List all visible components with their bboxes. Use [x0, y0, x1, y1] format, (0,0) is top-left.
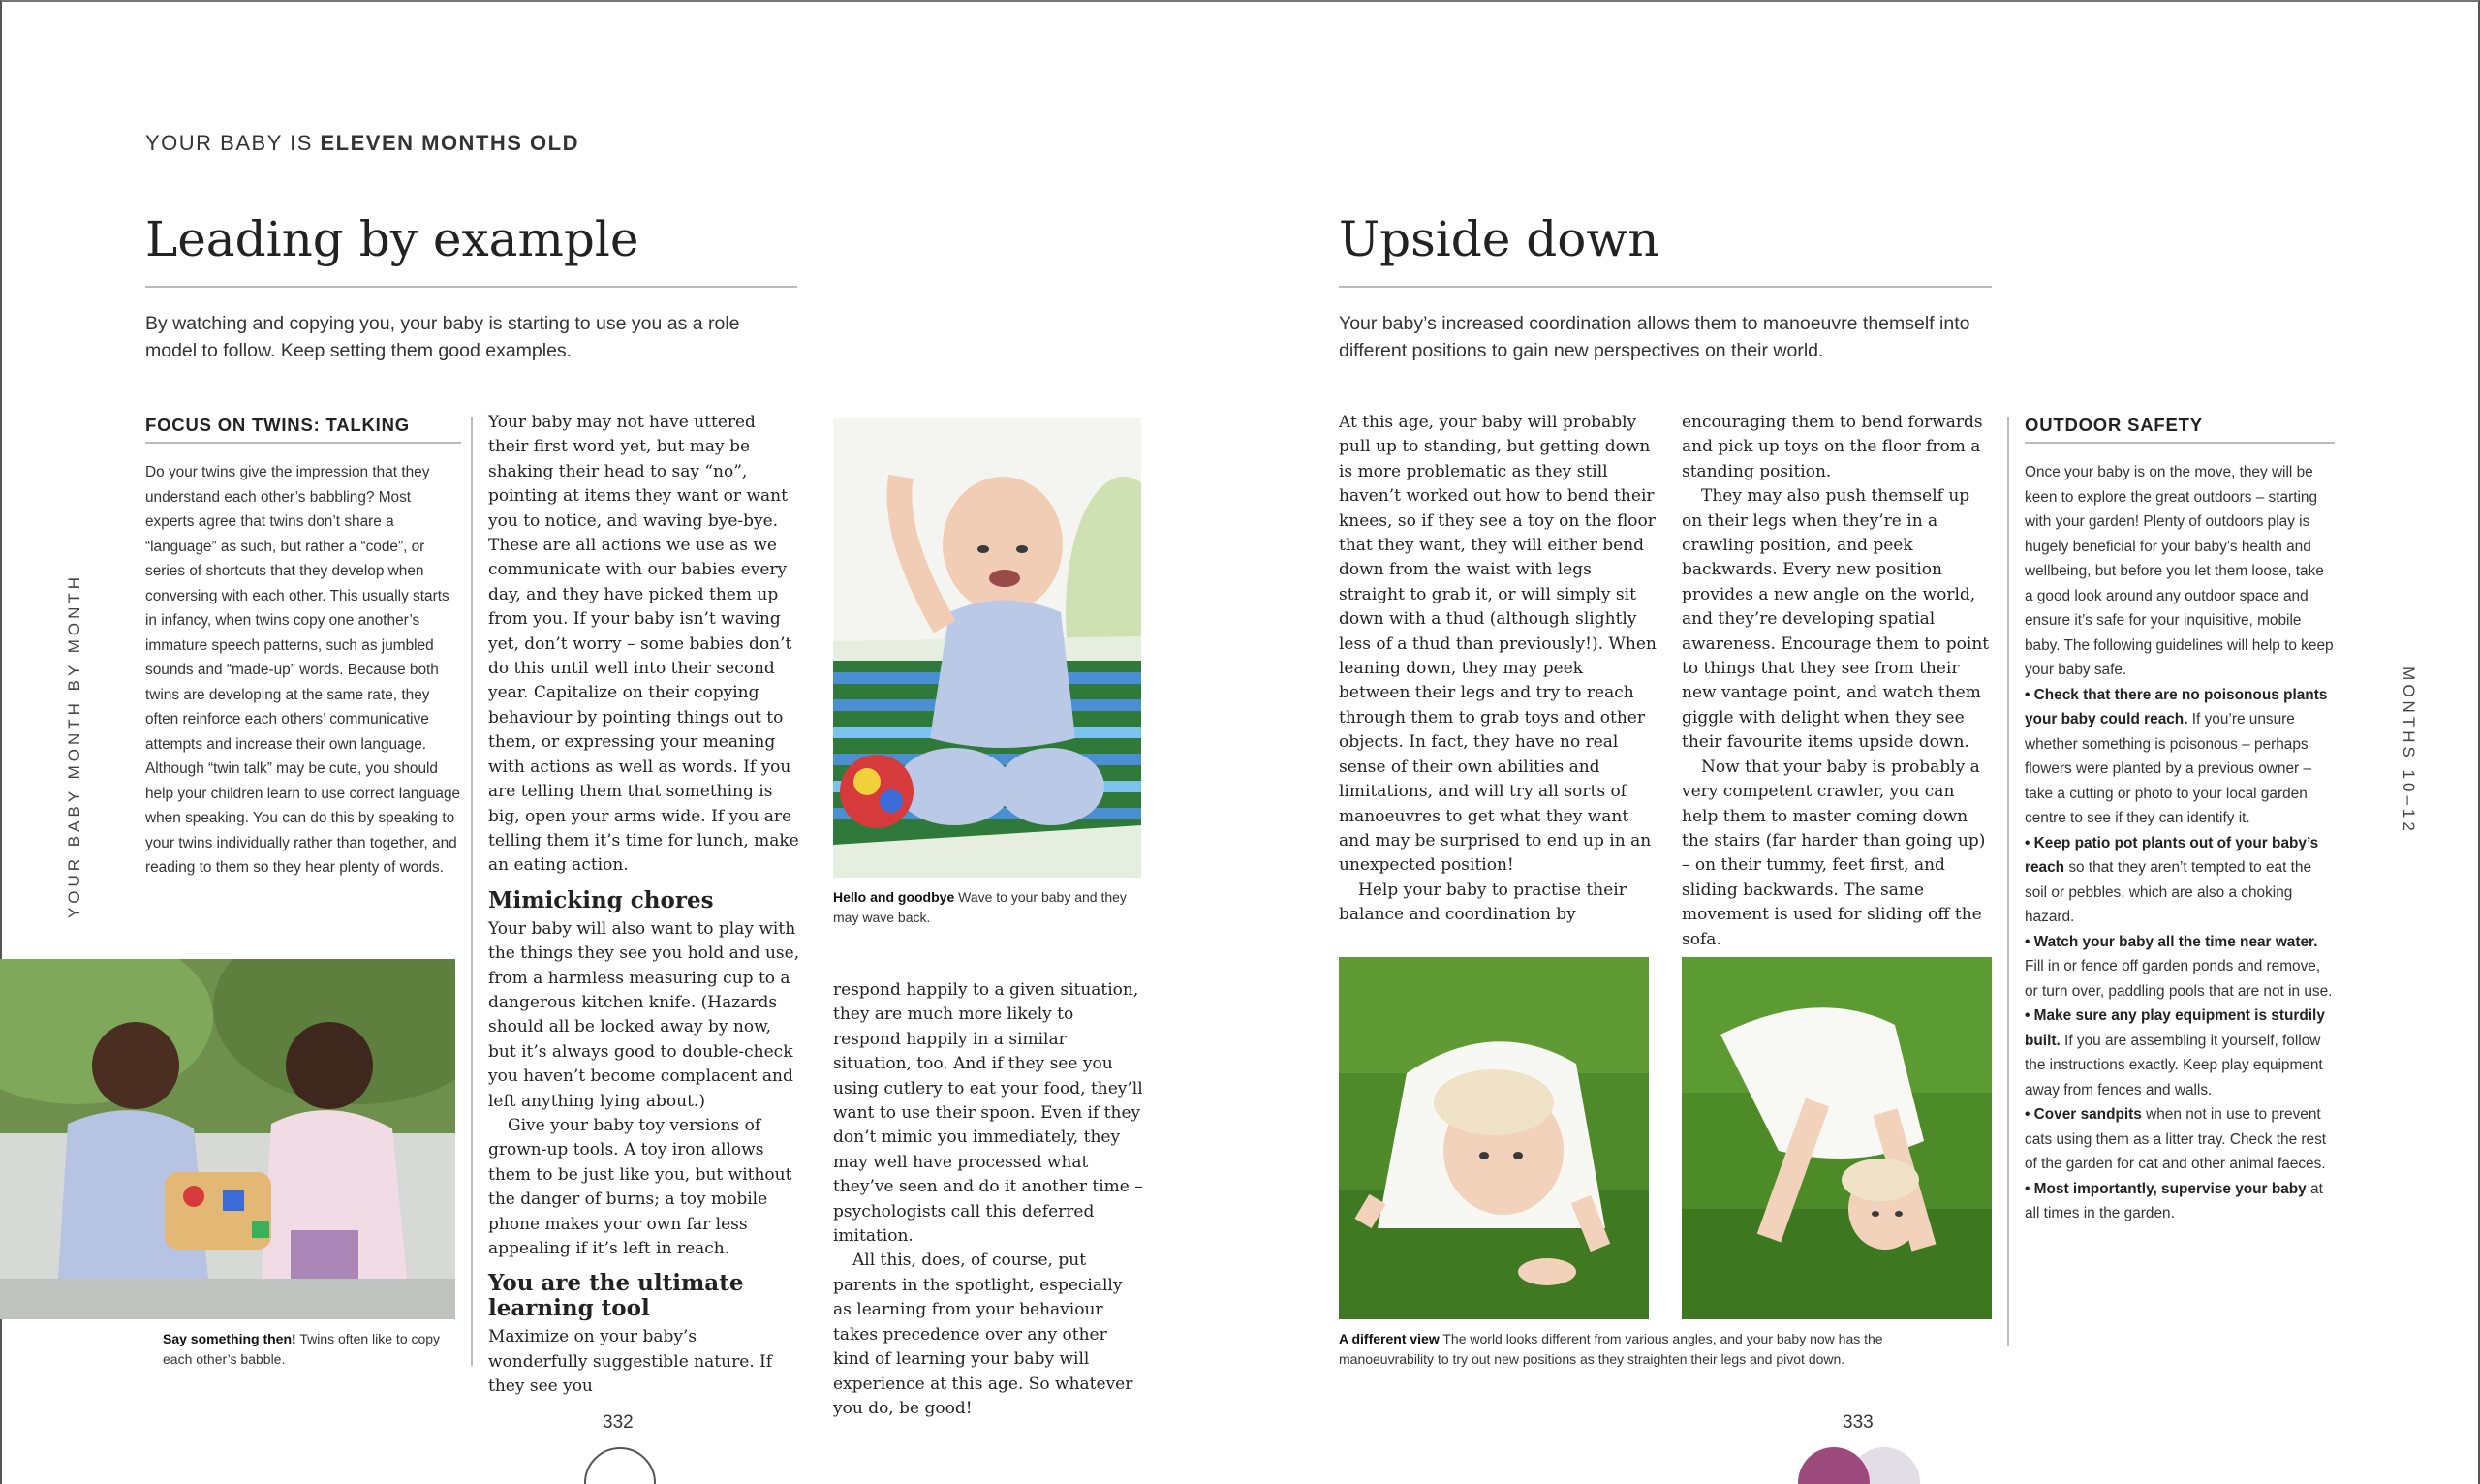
photo-twins — [0, 959, 455, 1319]
caption-waving-bold: Hello and goodbye — [833, 889, 955, 905]
body-column-right-2 — [1682, 411, 1992, 952]
list-item-text: Fill in or fence off garden ponds and remove, or turn over, paddling pools that are not in use. — [2025, 958, 2333, 1000]
list-item — [2025, 1177, 2335, 1226]
photo-baby-waving — [833, 418, 1141, 878]
paragraph: They may also push themself up on their legs when they’re in a crawling position, and peek backwards. Every new position provides a new angle on the world, and they’re developing spatial awareness. Encourage them to point to things that they see from their new vantage point, and watch them giggle with delight when they see their favourite items upside down. — [1682, 486, 1990, 753]
running-head-bold: ELEVEN MONTHS OLD — [320, 131, 579, 155]
paragraph: At this age, your baby will probably pull up to standing, but getting down is more problematic as they still haven’t worked out how to bend their knees, so if they see a toy on the floor that they want, they will either bend down from the waist with legs straight to grab it, or will simply sit down with a thud (although slightly less of a thud than previously!). When leaning down, they may peek between their legs and try to reach through them to grab toys and other objects. In fact, they have no real sense of their own abilities and limitations, and will try all sorts of manoeuvres to get what they want and may be surprised to end up in an unexpected position! — [1339, 413, 1657, 876]
caption-waving-text: Wave to your baby and they may wave back. — [833, 889, 1127, 925]
page-number-left: 332 — [603, 1412, 634, 1433]
list-item-text: so that they aren’t tempted to eat the soil or pebbles, which are also a choking hazard. — [2025, 859, 2312, 925]
side-tab-left: YOUR BABY MONTH BY MONTH — [65, 572, 83, 919]
list-item — [2025, 1102, 2335, 1177]
paragraph: All this, does, of course, put parents in the spotlight, especially as learning from your behaviour takes precedence over any other kind of learning your baby will experience at this age. So whatever you do, be good! — [833, 1251, 1133, 1418]
caption-different-view-text: The world looks different from various angles, and your baby now has the manoeuvrability to try out new positions as they straighten their legs and pivot down. — [1339, 1331, 1883, 1367]
list-item-bold: • Watch your baby all the time near water. — [2025, 933, 2318, 950]
page-number-right: 333 — [1843, 1412, 1874, 1433]
caption-twins — [163, 1329, 453, 1370]
list-item-text: when not in use to prevent cats using them as a litter tray. Check the rest of the garden for cat and other animal faeces. — [2025, 1106, 2327, 1172]
subhead-learning-tool: You are the ultimate learning tool — [488, 1270, 744, 1322]
running-head-prefix: YOUR BABY IS — [145, 131, 321, 155]
list-item-text: If you are assembling it yourself, follow the instructions exactly. Keep play equipment away from fences and walls. — [2025, 1032, 2323, 1098]
list-item-text: If you’re unsure whether something is poisonous – perhaps flowers were planted by a previous owner – take a cutting or photo to your local garden centre to see if they can identify it. — [2025, 711, 2311, 826]
caption-waving — [833, 887, 1143, 928]
caption-twins-text: Twins often like to copy each other’s babble. — [163, 1331, 441, 1367]
paragraph: respond happily to a given situation, they are much more likely to respond happily in a similar situation, too. And if they see you using cutlery to eat your food, they’ll want to use their spoon. Even if they don’t mimic you immediately, they may well have processed what they’ve seen and do it another time – psychologists call this deferred imitation. — [833, 980, 1143, 1247]
paragraph: Your baby may not have uttered their first word yet, but may be shaking their head to say “no”, pointing at items they want or want you to notice, and waving bye-bye. These are all actions we use as we communicate with our babies every day, and they have picked them up from you. If your baby isn’t waving yet, don’t worry – some babies don’t do this until well into their second year. Capitalize on their copying behaviour by pointing things out to them, or expressing your meaning with actions as well as words. If you are telling them that something is big, open your arms wide. If you are telling them it’s time for lunch, make an eating action. — [488, 413, 799, 876]
paragraph: encouraging them to bend forwards and pick up toys on the floor from a standing position. — [1682, 413, 1983, 481]
intro-right: Your baby’s increased coordination allows them to manoeuvre themself into different positions to gain new perspectives on their world. — [1339, 313, 1970, 361]
paragraph: Give your baby toy versions of grown-up tools. A toy iron allows them to be just like you, but without the danger of burns; a toy mobile phone makes your own far less appealing if it’s left in reach. — [488, 1115, 792, 1258]
sidebar-intro: Once your baby is on the move, they will be keen to explore the great outdoors – starting with your garden! Plenty of outdoors play is hugely beneficial for your baby’s health and wellbeing, but before you let them loose, take a good look around any outdoor space and ensure it’s safe for your inquisitive, mobile baby. The following guidelines will help to keep your baby safe. — [2025, 464, 2334, 678]
title-rule-left — [145, 286, 797, 288]
paragraph: Maximize on your baby’s wonderfully suggestible nature. If they see you — [488, 1327, 773, 1397]
body-column-2 — [488, 411, 800, 1400]
paragraph: Your baby will also want to play with the things they see you hold and use, from a harmless measuring cup to a dangerous kitchen knife. (Hazards should all be locked away by now, but it’s always good to double-check you haven’t become complacent and left anything lying about.) — [488, 918, 800, 1111]
sidebar-body-outdoor — [2025, 460, 2335, 1226]
column-divider — [471, 417, 473, 1366]
list-item-bold: • Cover sandpits — [2025, 1106, 2142, 1123]
body-column-right-1 — [1339, 411, 1657, 928]
list-item — [2025, 831, 2335, 930]
list-item — [2025, 1004, 2335, 1102]
sidebar-heading-twins: FOCUS ON TWINS: TALKING — [145, 415, 461, 444]
sidebar-heading-outdoor: OUTDOOR SAFETY — [2025, 415, 2335, 444]
paragraph: Help your baby to practise their balance and coordination by — [1339, 880, 1627, 925]
caption-different-view — [1339, 1329, 1959, 1370]
column-divider-right — [2007, 417, 2009, 1346]
list-item — [2025, 930, 2335, 1005]
list-item-bold: • Check that there are no poisonous plants your baby could reach. — [2025, 686, 2328, 727]
caption-different-view-bold: A different view — [1339, 1331, 1440, 1346]
sidebar-body-twins: Do your twins give the impression that they understand each other’s babbling? Most experts agree that twins don’t share a “language” as such, but rather a “code”, or series of shortcuts that they develop when conversing with each other. This usually starts in infancy, when twins copy one another’s immature speech patterns, such as jumbled sounds and “made-up” words. Because both twins are developing at the same rate, they often reinforce each others’ communicative attempts and increase their own language. Although “twin talk” may be cute, you should help your children learn to use correct language when speaking. You can do this by speaking to your twins individually rather than together, and reading to them so they hear plenty of words. — [145, 464, 461, 876]
subhead-mimicking: Mimicking chores — [488, 886, 714, 913]
intro-left: By watching and copying you, your baby is starting to use you as a role model to follow. Keep setting them good examples. — [145, 313, 740, 361]
photo-baby-peeking — [1682, 957, 1992, 1319]
list-item-text: at all times in the garden. — [2025, 1180, 2323, 1221]
running-head — [145, 131, 579, 156]
photo-baby-crawling — [1339, 957, 1649, 1319]
paragraph: Now that your baby is probably a very competent crawler, you can help them to master coming down the stairs (far harder than going up) – on their tummy, feet first, and sliding backwards. The same movement is used for sliding off the sofa. — [1682, 757, 1986, 949]
list-item-bold: • Keep patio pot plants out of your baby’s reach — [2025, 834, 2319, 876]
page-title-left: Leading by example — [145, 211, 639, 267]
side-tab-right: MONTHS 10–12 — [2400, 666, 2418, 835]
list-item-bold: • Make sure any play equipment is sturdily built. — [2025, 1007, 2325, 1049]
list-item-bold: • Most importantly, supervise your baby — [2025, 1180, 2307, 1197]
caption-twins-bold: Say something then! — [163, 1331, 296, 1346]
list-item — [2025, 683, 2335, 831]
body-column-3 — [833, 978, 1145, 1421]
title-rule-right — [1339, 286, 1992, 288]
page-title-right: Upside down — [1339, 211, 1659, 267]
